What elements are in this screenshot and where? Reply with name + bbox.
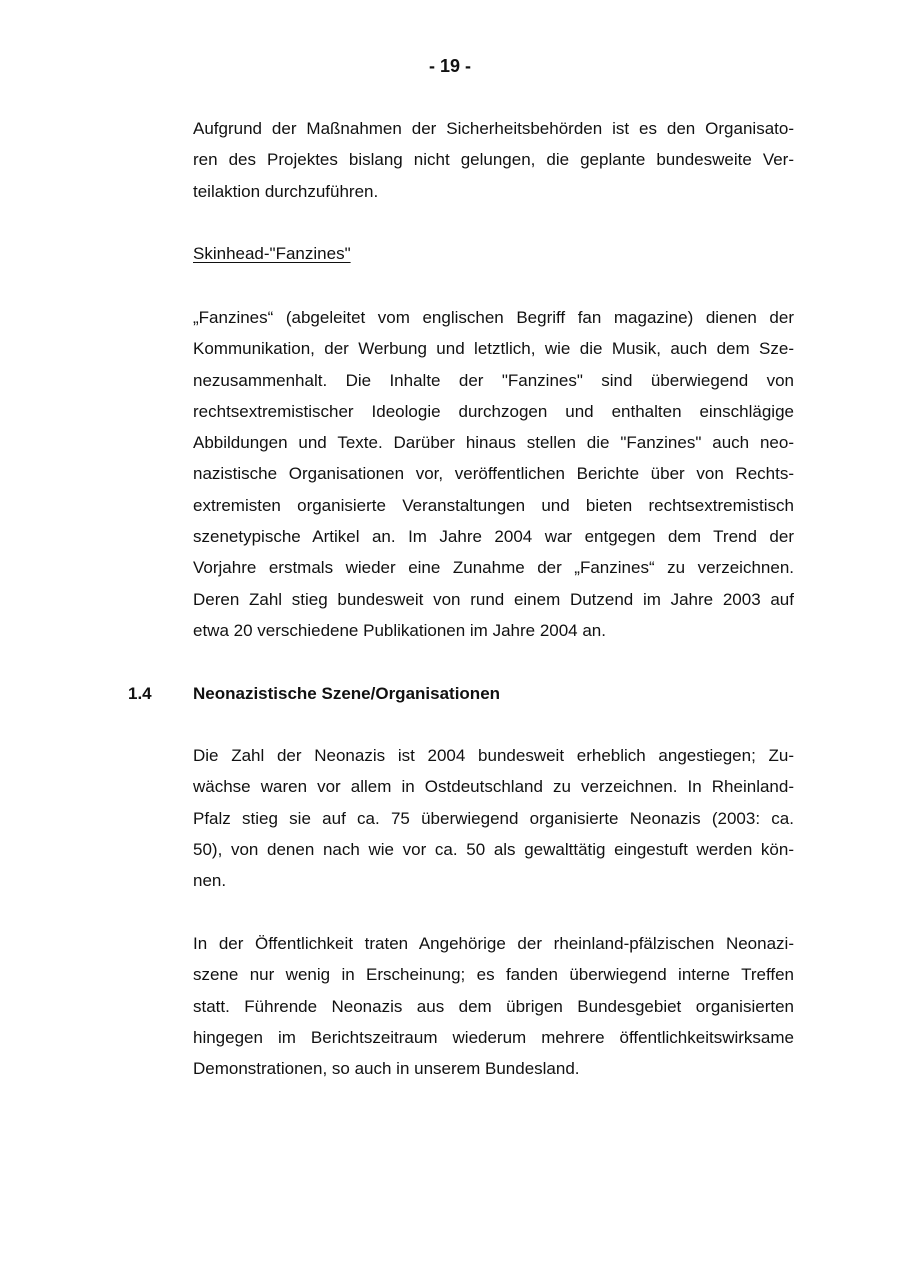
text-line: Demonstrationen, so auch in unserem Bundesland. <box>193 1059 580 1079</box>
paragraph-organisators <box>193 113 794 207</box>
subheading-skinhead-fanzines: Skinhead-"Fanzines" <box>193 244 351 263</box>
text-line: 50), von denen nach wie vor ca. 50 als gewalttätig eingestuft werden kön- <box>193 839 794 859</box>
text-line: Deren Zahl stieg bundesweit von rund einem Dutzend im Jahre 2003 auf <box>193 589 794 609</box>
text-line: Die Zahl der Neonazis ist 2004 bundesweit erheblich angestiegen; Zu- <box>193 746 794 765</box>
text-line: ren des Projektes bislang nicht gelungen, die geplante bundesweite Ver- <box>193 150 794 170</box>
text-line: szene nur wenig in Erscheinung; es fanden überwiegend interne Treffen <box>193 965 794 985</box>
text-line: rechtsextremistischer Ideologie durchzogen und enthalten einschlägige <box>193 401 794 421</box>
text-line: Aufgrund der Maßnahmen der Sicherheitsbehörden ist es den Organisato- <box>193 119 794 138</box>
section-number: 1.4 <box>128 684 152 703</box>
text-line: „Fanzines“ (abgeleitet vom englischen Begriff fan magazine) dienen der <box>193 308 794 327</box>
page-number: - 19 - <box>428 56 471 76</box>
text-line: szenetypische Artikel an. Im Jahre 2004 war entgegen dem Trend der <box>193 527 794 547</box>
text-line: teilaktion durchzuführen. <box>193 181 379 201</box>
text-line: Pfalz stieg sie auf ca. 75 überwiegend organisierte Neonazis (2003: ca. <box>193 808 794 828</box>
paragraph-neonazi-count <box>193 740 794 896</box>
text-line: Vorjahre erstmals wieder eine Zunahme der „Fanzines“ zu verzeichnen. <box>193 558 794 578</box>
text-line: nazistische Organisationen vor, veröffentlichen Berichte über von Rechts- <box>193 464 794 484</box>
text-line: Abbildungen und Texte. Darüber hinaus stellen die "Fanzines" auch neo- <box>193 433 794 453</box>
paragraph-public-appearance <box>193 928 794 1084</box>
text-line: nen. <box>193 871 227 891</box>
text-line: extremisten organisierte Veranstaltungen und bieten rechtsextremistisch <box>193 495 794 515</box>
text-line: hingegen im Berichtszeitraum wiederum mehrere öffentlichkeitswirksame <box>193 1027 794 1047</box>
text-line: wächse waren vor allem in Ostdeutschland zu verzeichnen. In Rheinland- <box>193 777 794 797</box>
text-line: statt. Führende Neonazis aus dem übrigen Bundesgebiet organisierten <box>193 996 794 1016</box>
text-line: etwa 20 verschiedene Publikationen im Jahre 2004 an. <box>193 620 606 640</box>
text-line: nezusammenhalt. Die Inhalte der "Fanzines" sind überwiegend von <box>193 370 794 390</box>
text-line: In der Öffentlichkeit traten Angehörige der rheinland-pfälzischen Neonazi- <box>193 934 794 953</box>
paragraph-fanzines <box>193 302 794 646</box>
text-line: Kommunikation, der Werbung und letztlich, wie die Musik, auch dem Sze- <box>193 339 794 359</box>
section-title: Neonazistische Szene/Organisationen <box>193 684 501 703</box>
